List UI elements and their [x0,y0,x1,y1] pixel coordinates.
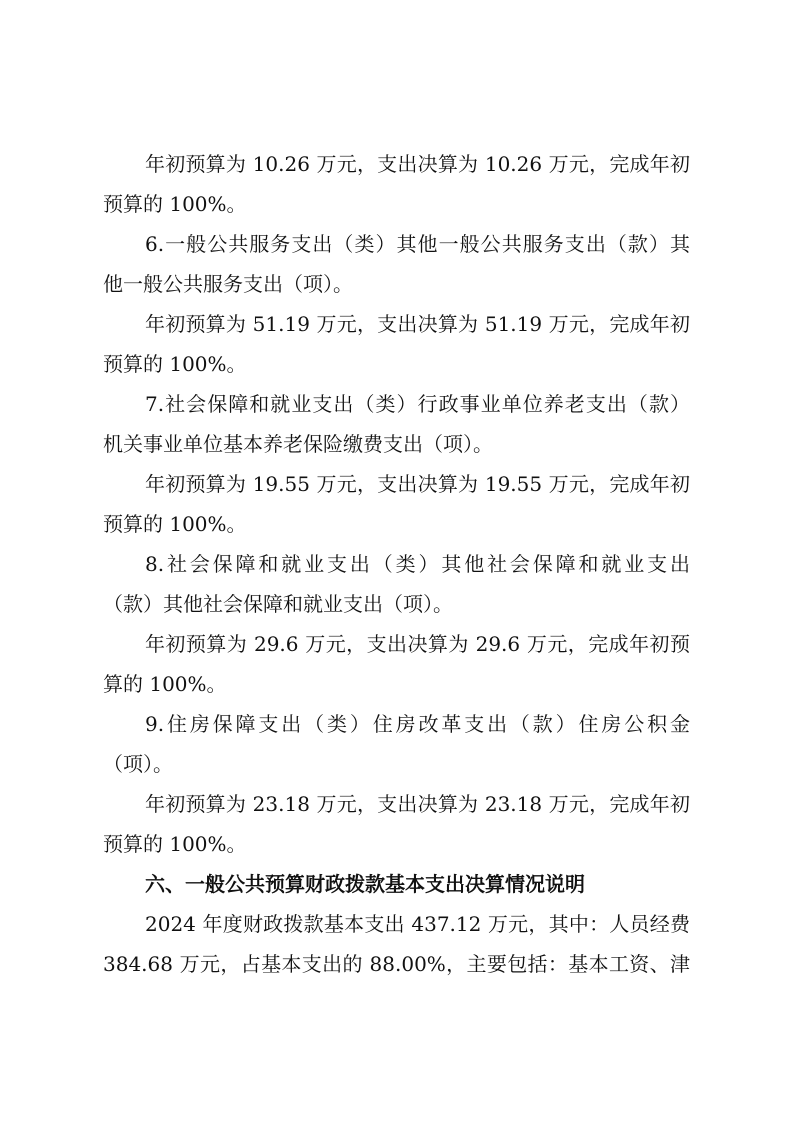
paragraph-line: 年初预算为 23.18 万元，支出决算为 23.18 万元，完成年初 [145,792,690,816]
paragraph-line: 预算的 100%。 [103,512,247,536]
paragraph-line: （项）。 [103,752,173,776]
paragraph-line: 7.社会保障和就业支出（类）行政事业单位养老支出（款） [145,392,690,416]
paragraph-line: 预算的 100%。 [103,832,247,856]
paragraph-line: 6.一般公共服务支出（类）其他一般公共服务支出（款）其 [145,232,690,256]
paragraph-line: 预算的 100%。 [103,352,247,376]
paragraph-line: 8.社会保障和就业支出（类）其他社会保障和就业支出 [145,552,690,576]
section-heading: 六、一般公共预算财政拨款基本支出决算情况说明 [145,872,585,896]
paragraph-line: 384.68 万元，占基本支出的 88.00%，主要包括：基本工资、津 [103,952,690,976]
paragraph-line: 他一般公共服务支出（项）。 [103,272,353,296]
paragraph-line: 2024 年度财政拨款基本支出 437.12 万元，其中：人员经费 [145,912,690,936]
paragraph-line: 机关事业单位基本养老保险缴费支出（项）。 [103,432,493,456]
paragraph-line: 预算的 100%。 [103,192,247,216]
paragraph-line: 年初预算为 51.19 万元，支出决算为 51.19 万元，完成年初 [145,312,690,336]
paragraph-line: （款）其他社会保障和就业支出（项）。 [103,592,453,616]
paragraph-line: 年初预算为 19.55 万元，支出决算为 19.55 万元，完成年初 [145,472,690,496]
paragraph-line: 算的 100%。 [103,672,227,696]
paragraph-line: 年初预算为 29.6 万元，支出决算为 29.6 万元，完成年初预 [145,632,690,656]
paragraph-line: 年初预算为 10.26 万元，支出决算为 10.26 万元，完成年初 [145,152,690,176]
paragraph-line: 9.住房保障支出（类）住房改革支出（款）住房公积金 [145,712,690,736]
